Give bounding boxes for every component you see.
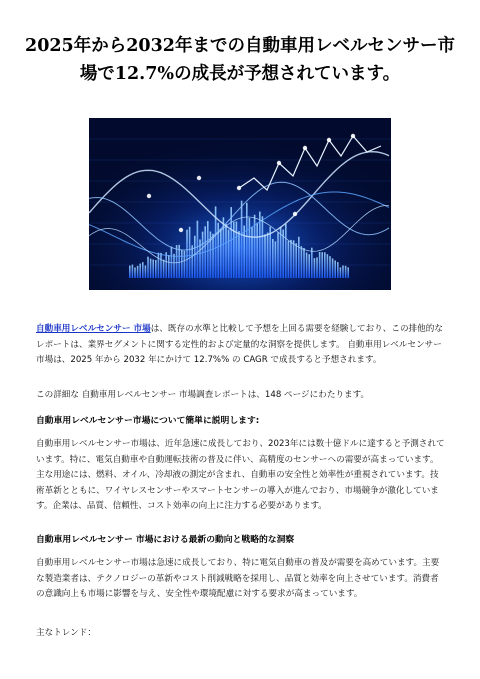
trends-insights-paragraph: 自動車用レベルセンサー市場は急速に成長しており、特に電気自動車の普及が需要を高めています。主要な製造業者は、テクノロジーの革新やコスト削減戦略を採用し、品質と効率を向上させています。消費者の意識向上も市場に影響を与え、安全性や環境配慮に対する要求が高まっています。 <box>36 558 440 599</box>
hero-bar <box>225 224 227 278</box>
hero-bar <box>345 266 347 278</box>
hero-bar <box>132 265 134 278</box>
hero-bar <box>142 262 144 278</box>
hero-bar <box>275 241 277 278</box>
hero-bar <box>347 267 349 278</box>
main-trends-label: 主なトレンド： <box>36 628 96 638</box>
hero-bar <box>251 227 253 278</box>
hero-bar <box>256 223 258 278</box>
hero-bar <box>342 266 344 279</box>
hero-bar <box>189 227 191 278</box>
hero-bar <box>334 261 336 279</box>
hero-glow-dot <box>179 228 183 232</box>
hero-glow-dot <box>197 176 201 180</box>
hero-bar <box>301 246 303 278</box>
hero-bar <box>327 254 329 278</box>
hero-bar <box>340 267 342 278</box>
hero-bar <box>173 254 175 278</box>
hero-bar <box>249 218 251 278</box>
hero-bar <box>246 203 248 278</box>
hero-bar <box>176 245 178 278</box>
hero-glow-dot <box>327 138 331 142</box>
hero-bar <box>129 266 131 278</box>
article-title: 2025年から2032年までの自動車用レベルセンサー市場で12.7%の成長が予想されています。 <box>25 36 455 84</box>
hero-bar <box>202 232 204 278</box>
hero-bar <box>264 234 266 278</box>
report-pages-paragraph: この詳細な 自動車用レベルセンサー 市場調査レポートは、148 ページにわたります。 <box>36 390 370 400</box>
hero-bar <box>254 215 256 278</box>
hero-bar <box>228 230 230 278</box>
intro-text: は、既存の水準と比較して予想を上回る需要を経験しており、この排他的なレポートは、業界セグメントに関する定性的および定量的な洞察を提供します。 自動車用レベルセンサー 市場は、2025 年から 2032 年にかけて 12.7%% の CAGR で成長すると予想されます。 <box>36 324 443 365</box>
hero-bar <box>220 229 222 278</box>
hero-bar <box>272 239 274 278</box>
hero-bar <box>303 248 305 278</box>
hero-bar <box>212 234 214 278</box>
hero-bar <box>293 240 295 278</box>
hero-bar <box>137 266 139 278</box>
hero-bar <box>145 266 147 279</box>
hero-bar <box>191 245 193 278</box>
hero-bar <box>241 201 243 278</box>
section-heading-trends-insights: 自動車用レベルセンサー 市場における最新の動向と戦略的な洞察 <box>36 535 295 545</box>
hero-bar <box>295 243 297 278</box>
hero-bar <box>262 216 264 278</box>
hero-bar <box>147 257 149 278</box>
hero-bar <box>329 256 331 278</box>
hero-bar <box>150 259 152 278</box>
hero-bar <box>288 241 290 278</box>
hero-bar <box>308 254 310 278</box>
hero-bar <box>160 253 162 278</box>
hero-glow-dot <box>277 161 281 165</box>
hero-bar <box>236 222 238 279</box>
section-heading-overview: 自動車用レベルセンサー市場について簡単に説明します: <box>36 416 260 426</box>
market-report-link[interactable]: 自動車用レベルセンサー 市場 <box>36 324 151 334</box>
hero-bar <box>207 221 209 278</box>
hero-bar <box>311 248 313 278</box>
hero-glow-dot <box>351 134 355 138</box>
hero-bar <box>285 224 287 278</box>
hero-bar <box>155 260 157 278</box>
hero-bar <box>163 260 165 278</box>
hero-bar <box>139 264 141 278</box>
hero-bar <box>152 260 154 279</box>
hero-glow-dot <box>237 186 241 190</box>
hero-glow-dot <box>293 212 297 216</box>
hero-bar <box>134 268 136 279</box>
hero-bar <box>184 251 186 278</box>
hero-bar <box>332 258 334 278</box>
hero-bar <box>168 255 170 278</box>
hero-bar <box>267 233 269 278</box>
hero-bar <box>277 232 279 278</box>
hero-bar <box>337 262 339 278</box>
hero-bar <box>290 240 292 278</box>
hero-bar <box>158 253 160 278</box>
hero-glow-dot <box>147 194 151 198</box>
hero-bar <box>181 250 183 279</box>
overview-paragraph: 自動車用レベルセンサー市場は、近年急速に成長しており、2023年には数十億ドルに達すると予測されています。特に、電気自動車や自動運転技術の普及に伴い、高精度のセンサーへの需要が高まっています。主な用途には、燃料、オイル、冷却液の測定が含まれ、自動車の安全性と効率性が重視されています。技術革新とともに、ワイヤレスセンサーやスマートセンサーの導入が進んでおり、市場競争が激化しています。企業は、品質、信頼性、コスト効率の向上に注力する必要があります。 <box>36 439 445 511</box>
hero-bar <box>238 231 240 278</box>
hero-bar <box>243 226 245 278</box>
hero-bar <box>197 221 199 278</box>
hero-bar <box>314 258 316 278</box>
hero-bar <box>298 237 300 278</box>
hero-bar <box>186 230 188 278</box>
intro-paragraph <box>36 322 446 369</box>
hero-glow-dot <box>303 146 307 150</box>
hero-bar <box>316 257 318 278</box>
hero-bar <box>194 236 196 278</box>
hero-financial-chart-image <box>89 118 391 290</box>
